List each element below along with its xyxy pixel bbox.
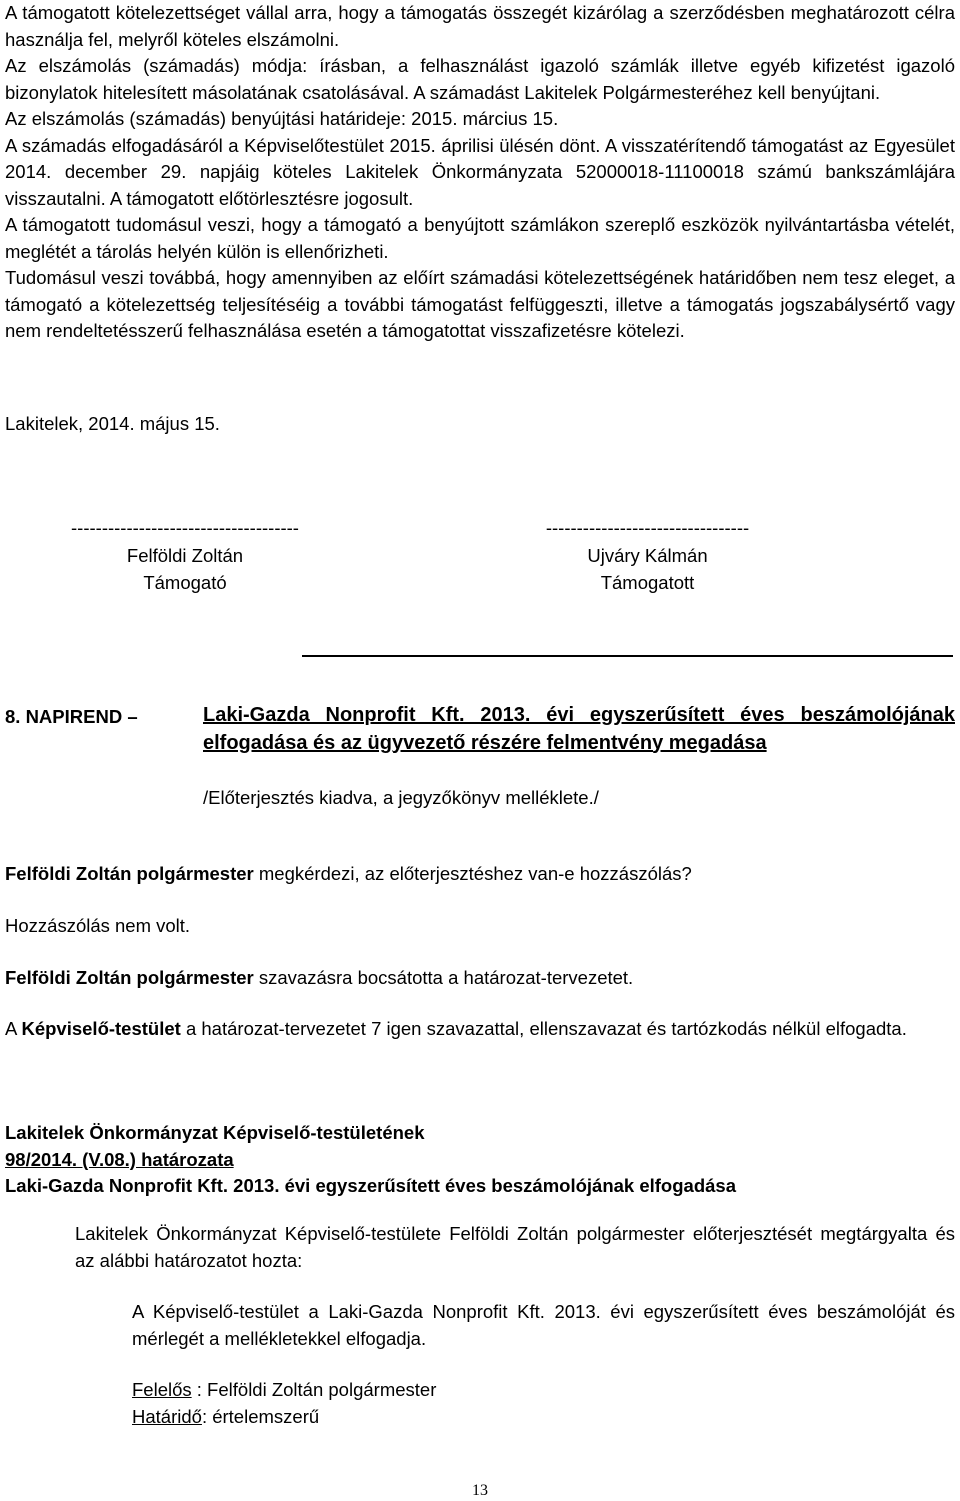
agenda-note: /Előterjesztés kiadva, a jegyzőkönyv melléklete./ bbox=[203, 787, 599, 808]
question-text: megkérdezi, az előterjesztéshez van-e hozzászólás? bbox=[253, 863, 692, 884]
agenda-number: 8. NAPIREND – bbox=[5, 706, 138, 727]
minutes-vote-result bbox=[5, 1016, 955, 1043]
signature-right bbox=[525, 514, 770, 597]
decision-text: A Képviselő-testület a Laki-Gazda Nonprofit Kft. 2013. évi egyszerűsített éves beszámolóját és mérlegét a mellékletekkel elfogadja. bbox=[132, 1301, 955, 1349]
resolution-number: 98/2014. (V.08.) határozata bbox=[5, 1148, 234, 1170]
intro-section bbox=[5, 0, 955, 345]
signer-role: Támogató bbox=[143, 572, 227, 593]
intro-paragraph-2: Az elszámolás (számadás) módja: írásban, a felhasználást igazoló számlák illetve egyéb kifizetést igazoló bizonylatok hitelesített másolatának csatolásával. A számadást Lakitelek Polgármesteréhez kell benyújtani. bbox=[5, 55, 955, 103]
body-name: Képviselő-testület bbox=[21, 1018, 181, 1039]
intro-paragraph-3: Az elszámolás (számadás) benyújtási határideje: 2015. március 15. bbox=[5, 108, 559, 129]
resolution-header bbox=[5, 1120, 955, 1200]
speaker-name: Felföldi Zoltán polgármester bbox=[5, 967, 254, 988]
minutes-no-comment bbox=[5, 913, 955, 940]
resolution-preamble bbox=[75, 1221, 955, 1274]
preamble-text: Lakitelek Önkormányzat Képviselő-testülete Felföldi Zoltán polgármester előterjesztését megtárgyalta és az alábbi határozatot hozta: bbox=[75, 1223, 955, 1271]
place-date-text: Lakitelek, 2014. május 15. bbox=[5, 413, 220, 434]
vote-call-text: szavazásra bocsátotta a határozat-tervezetet. bbox=[253, 967, 634, 988]
deadline-label: Határidő bbox=[132, 1405, 202, 1427]
place-date bbox=[5, 411, 955, 438]
intro-paragraph-6: Tudomásul veszi továbbá, hogy amennyiben az előírt számadási kötelezettségének határidőben nem tesz eleget, a támogató a kötelezettség teljesítéséig a további támogatást felfüggeszti, illetve a támogatás jogszabálysértő vagy nem rendeltetésszerű felhasználása esetén a támogatottat visszafizetésre kötelezi. bbox=[5, 267, 955, 341]
signer-name: Felföldi Zoltán bbox=[126, 544, 244, 566]
resolution-heading: Lakitelek Önkormányzat Képviselő-testületének bbox=[5, 1122, 425, 1143]
deadline-value: : értelemszerű bbox=[201, 1405, 320, 1427]
responsible-label: Felelős bbox=[132, 1379, 192, 1400]
resolution-responsibility bbox=[132, 1377, 955, 1430]
minutes-question bbox=[5, 861, 955, 888]
signer-role: Támogatott bbox=[600, 572, 695, 593]
responsible-value: : Felföldi Zoltán polgármester bbox=[191, 1379, 437, 1400]
signer-name: Ujváry Kálmán bbox=[587, 544, 708, 566]
signature-line: ------------------------------------- bbox=[71, 517, 299, 538]
no-comment-text: Hozzászólás nem volt. bbox=[5, 915, 191, 936]
resolution-decision bbox=[132, 1299, 955, 1352]
minutes-vote-call bbox=[5, 965, 955, 992]
vote-prefix: A bbox=[5, 1018, 22, 1039]
resolution-subject: Laki-Gazda Nonprofit Kft. 2013. évi egyszerűsített éves beszámolójának elfogadása bbox=[5, 1175, 736, 1196]
signature-line: --------------------------------- bbox=[545, 517, 750, 538]
intro-paragraph-5: A támogatott tudomásul veszi, hogy a támogató a benyújtott számlákon szereplő eszközök nyilvántartásba vételét, meglétét a tárolás helyén külön is ellenőrizheti. bbox=[5, 214, 955, 262]
intro-paragraph-4: A számadás elfogadásáról a Képviselőtestület 2015. áprilisi ülésén dönt. A visszatérítendő támogatást az Egyesület 2014. december 29. napjáig köteles Lakitelek Önkormányzata 52000018-11100018 számú bankszámlájára visszautalni. A támogatott előtörlesztésre jogosult. bbox=[5, 134, 955, 209]
page-number: 13 bbox=[472, 1482, 488, 1499]
agenda-title: Laki-Gazda Nonprofit Kft. 2013. évi egyszerűsített éves beszámolójának elfogadása és az ügyvezető részére felmentvény megadása bbox=[203, 704, 955, 754]
vote-result-text: a határozat-tervezetet 7 igen szavazattal, ellenszavazat és tartózkodás nélkül elfogadta. bbox=[180, 1018, 907, 1039]
intro-paragraph-1: A támogatott kötelezettséget vállal arra, hogy a támogatás összegét kizárólag a szerződésben meghatározott célra használja fel, melyről köteles elszámolni. bbox=[5, 2, 955, 50]
speaker-name: Felföldi Zoltán polgármester bbox=[5, 863, 254, 884]
section-divider bbox=[302, 655, 953, 657]
signature-left bbox=[60, 514, 310, 597]
